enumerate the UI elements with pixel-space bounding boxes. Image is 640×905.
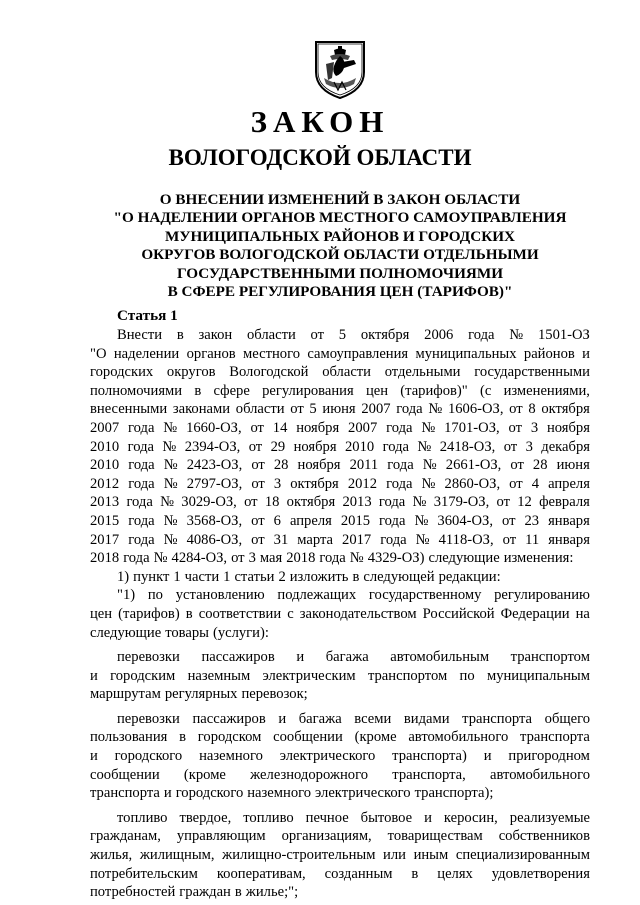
text-line: 2012 года № 2797-ОЗ, от 3 октября 2012 года № 2860-ОЗ, от 4 апреля xyxy=(90,475,590,492)
text-line: "1) по установлению подлежащих государственному регулированию xyxy=(117,587,590,604)
region-heading: ВОЛОГОДСКОЙ ОБЛАСТИ xyxy=(168,145,472,170)
text-line: сообщении (кроме железнодорожного транспорта, автомобильного xyxy=(90,766,590,783)
text-line: транспорта и городского наземного электрического транспорта); xyxy=(90,785,494,802)
title-line: ОКРУГОВ ВОЛОГОДСКОЙ ОБЛАСТИ ОТДЕЛЬНЫМИ xyxy=(141,246,539,264)
text-line: "О наделении органов местного самоуправления муниципальных районов и xyxy=(90,345,590,362)
text-line: Внести в закон области от 5 октября 2006 года № 1501-ОЗ xyxy=(117,327,590,343)
text-line: пользования в городском сообщении (кроме автомобильного транспорта xyxy=(90,729,590,746)
text-line: следующие товары (услуги): xyxy=(90,624,269,641)
text-line: топливо твердое, топливо печное бытовое и керосин, реализуемые xyxy=(117,809,590,826)
coat-of-arms-icon xyxy=(312,38,368,100)
law-heading: ЗАКОН xyxy=(250,104,390,139)
text-line: перевозки пассажиров и багажа всеми видами транспорта общего xyxy=(117,710,590,727)
title-line: "О НАДЕЛЕНИИ ОРГАНОВ МЕСТНОГО САМОУПРАВЛЕНИЯ xyxy=(113,209,567,227)
title-line: ГОСУДАРСТВЕННЫМИ ПОЛНОМОЧИЯМИ xyxy=(176,264,504,282)
text-line: 2007 года № 1660-ОЗ, от 14 ноября 2007 года № 1701-ОЗ, от 3 ноября xyxy=(90,419,590,436)
text-line: внесенными законами области от 5 июня 2007 года № 1606-ОЗ, от 8 октября xyxy=(90,401,590,418)
text-line: 1) пункт 1 части 1 статьи 2 изложить в следующей редакции: xyxy=(117,568,501,585)
article-heading: Статья 1 xyxy=(117,307,178,324)
text-line: потребительским кооперативам, созданным в целях удовлетворения xyxy=(90,865,590,882)
title-line: О ВНЕСЕНИИ ИЗМЕНЕНИЙ В ЗАКОН ОБЛАСТИ xyxy=(159,191,521,208)
text-line: 2018 года № 4284-ОЗ, от 3 мая 2018 года № 4329-ОЗ) следующие изменения: xyxy=(90,550,574,567)
text-line: маршрутам регулярных перевозок; xyxy=(90,686,308,703)
text-line: и городского наземного электрического транспорта) и пригородном xyxy=(90,748,590,765)
article-body xyxy=(90,326,590,902)
text-line: 2010 года № 2423-ОЗ, от 28 ноября 2011 года № 2661-ОЗ, от 28 июня xyxy=(90,457,590,474)
text-line: городских округов Вологодской области отдельными государственными xyxy=(90,364,590,381)
text-line: гражданам, управляющим организациям, товариществам собственников xyxy=(90,828,590,845)
title-line: В СФЕРЕ РЕГУЛИРОВАНИЯ ЦЕН (ТАРИФОВ)" xyxy=(167,283,513,301)
law-title xyxy=(95,191,585,301)
text-line: и городским наземным электрическим транспортом по муниципальным xyxy=(90,667,590,684)
title-line: МУНИЦИПАЛЬНЫХ РАЙОНОВ И ГОРОДСКИХ xyxy=(164,227,515,245)
text-line: цен (тарифов) в соответствии с законодательством Российской Федерации на xyxy=(90,605,590,622)
text-line: 2015 года № 3568-ОЗ, от 6 апреля 2015 года № 3604-ОЗ, от 23 января xyxy=(90,512,590,529)
text-line: 2010 года № 2394-ОЗ, от 29 ноября 2010 года № 2418-ОЗ, от 3 декабря xyxy=(90,438,590,455)
text-line: жилья, жилищным, жилищно-строительным или иным специализированным xyxy=(90,847,590,864)
text-line: 2013 года № 3029-ОЗ, от 18 октября 2013 года № 3179-ОЗ, от 12 февраля xyxy=(90,494,590,511)
text-line: потребностей граждан в жилье;"; xyxy=(90,884,299,901)
text-line: полномочиями в сфере регулирования цен (тарифов)" (с изменениями, xyxy=(90,382,590,399)
text-line: перевозки пассажиров и багажа автомобильным транспортом xyxy=(117,649,590,666)
text-line: 2017 года № 4086-ОЗ, от 31 марта 2017 года № 4118-ОЗ, от 11 января xyxy=(90,531,590,548)
